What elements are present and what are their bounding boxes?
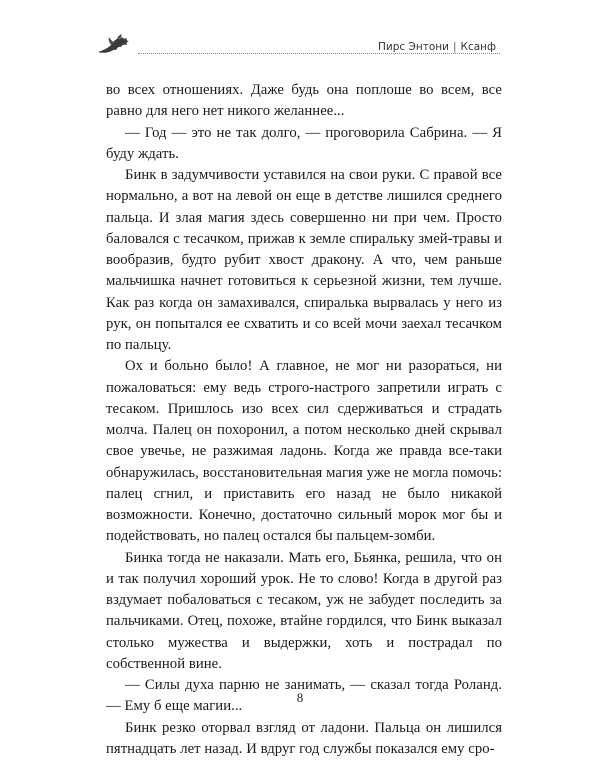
paragraph: Бинка тогда не наказали. Мать его, Бьянка, решила, что он и так получил хороший урок. Не то слово! Когда в другой раз вздумает побаловаться с тесаком, уж не забудет последить за пальчиками. Отец, похоже, втайне гордился, что Бинк выказал столько мужества и выдержки, хоть и пострадал по собственной вине.: [106, 548, 502, 676]
paragraph: во всех отношениях. Даже будь она поплоше во всем, все равно для него нет никого желаннее...: [106, 80, 502, 123]
dragon-icon: [96, 34, 136, 56]
page-body: [106, 80, 502, 760]
author-name: Пирс Энтони: [378, 41, 449, 53]
running-header: [0, 0, 600, 70]
running-head: [378, 41, 496, 53]
book-title: Ксанф: [460, 41, 496, 53]
paragraph: Ох и больно было! А главное, не мог ни разораться, ни пожаловаться: ему ведь строго-настрого запретили играть с тесаком. Пришлось изо всех сил сдерживаться и страдать молча. Палец он похоронил, а потом несколько дней скрывал свое увечье, не разжимая ладонь. Когда же правда все-таки обнаружилась, восстановительная магия уже не могла помочь: палец сгнил, и приставить его назад не было никакой возможности. Конечно, достаточно сильный морок мог бы и подействовать, но палец остался бы пальцем-зомби.: [106, 356, 502, 547]
header-separator: |: [449, 41, 461, 53]
page-number: 8: [0, 690, 600, 706]
paragraph: — Силы духа парню не занимать, — сказал тогда Роланд. — Ему б еще магии...: [106, 675, 502, 718]
paragraph: Бинк резко оторвал взгляд от ладони. Пальца он лишился пятнадцать лет назад. И вдруг год службы показался ему сро-: [106, 718, 502, 760]
header-rule: [138, 53, 500, 54]
paragraph: — Год — это не так долго, — проговорила Сабрина. — Я буду ждать.: [106, 123, 502, 166]
paragraph: Бинк в задумчивости уставился на свои руки. С правой все нормально, а вот на левой он еще в детстве лишился среднего пальца. И злая магия здесь совершенно ни при чем. Просто баловался с тесачком, прижав к земле спиральку змей-травы и вообразив, будто рубит хвост дракону. А что, чем раньше мальчишка начнет готовиться к серьезной жизни, тем лучше. Как раз когда он замахивался, спиралька вырвалась у него из рук, он попытался ее схватить и со всей мочи заехал тесачком по пальцу.: [106, 165, 502, 356]
